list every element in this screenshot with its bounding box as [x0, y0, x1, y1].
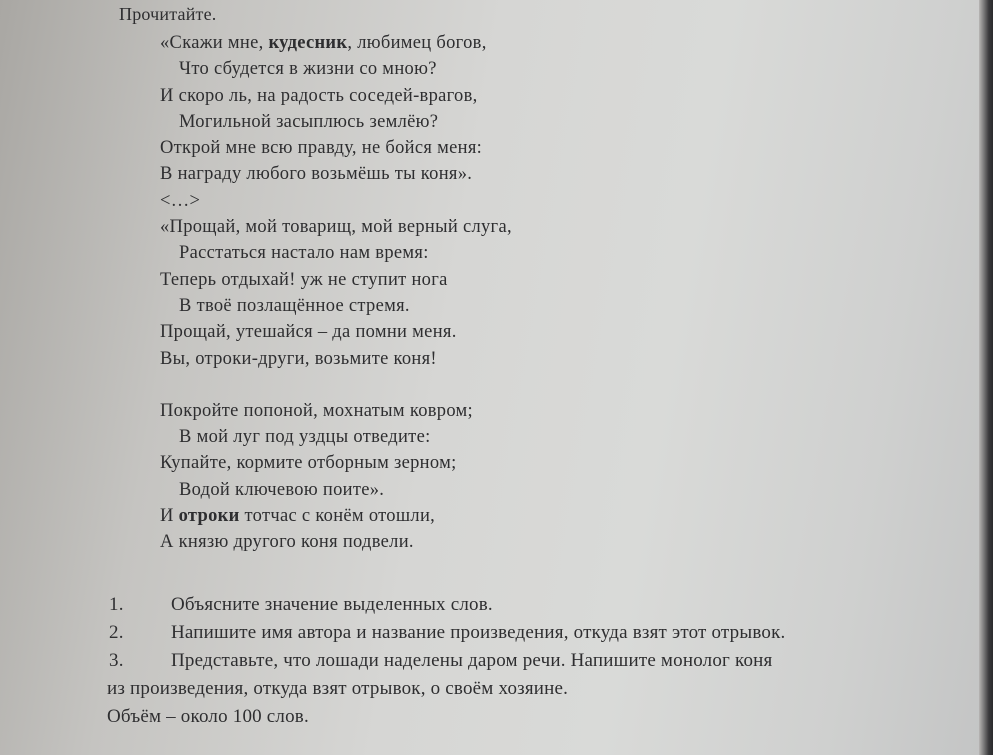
highlighted-word: кудесник: [268, 33, 348, 53]
task-text: Объясните значение выделенных слов.: [171, 594, 493, 615]
poem-line: А князю другого коня подвели.: [160, 532, 414, 553]
text-fragment: «Скажи мне,: [160, 33, 269, 53]
task-item: [107, 619, 967, 647]
poem-line: Прощай, утешайся – да помни меня.: [160, 322, 457, 343]
poem-line: [160, 30, 860, 56]
task-number: 3.: [109, 650, 124, 671]
poem-line: В твоё позлащённое стремя.: [179, 295, 410, 316]
text-fragment: , любимец богов,: [347, 33, 487, 53]
poem-line: [160, 503, 860, 529]
volume-note: Объём – около 100 слов.: [107, 706, 309, 727]
poem-line: «Прощай, мой товарищ, мой верный слуга,: [160, 217, 512, 238]
instruction-heading: Прочитайте.: [119, 4, 217, 24]
poem-line: В мой луг под уздцы отведите:: [179, 427, 431, 448]
task-number: 2.: [109, 622, 124, 643]
poem-line: Расстаться настало нам время:: [179, 243, 429, 264]
task-list: [107, 591, 967, 731]
task-text: Напишите имя автора и название произведения, откуда взят этот отрывок.: [171, 622, 786, 643]
task-item: [107, 591, 967, 619]
poem-line: И скоро ль, на радость соседей-врагов,: [160, 85, 478, 106]
task-number: 1.: [109, 594, 124, 615]
poem-line: Купайте, кормите отборным зерном;: [160, 453, 457, 474]
poem-line: Покройте попоной, мохнатым ковром;: [160, 400, 473, 421]
poem-line: Теперь отдыхай! уж не ступит нога: [160, 269, 448, 290]
poem-line: Что сбудется в жизни со мною?: [179, 59, 437, 80]
task-continuation: из произведения, откуда взят отрывок, о своём хозяине.: [107, 678, 569, 699]
poem-line: Открой мне всю правду, не бойся меня:: [160, 138, 483, 159]
task-text: Представьте, что лошади наделены даром речи. Напишите монолог коня: [171, 650, 773, 671]
poem-line: Водой ключевою поите».: [179, 479, 385, 500]
poem-line: В награду любого возьмёшь ты коня».: [160, 164, 473, 185]
ellipsis-mark: <…>: [160, 190, 201, 211]
poem-line: Вы, отроки-други, возьмите коня!: [160, 348, 437, 369]
text-fragment: И: [160, 506, 179, 527]
page-edge-shadow: [979, 0, 993, 755]
text-fragment: тотчас с конём отошли,: [239, 506, 436, 527]
task-item: [107, 647, 967, 675]
poem-line: Могильной засыплюсь землёю?: [179, 111, 439, 132]
highlighted-word: отроки: [178, 506, 240, 527]
poem-excerpt: [160, 30, 860, 556]
